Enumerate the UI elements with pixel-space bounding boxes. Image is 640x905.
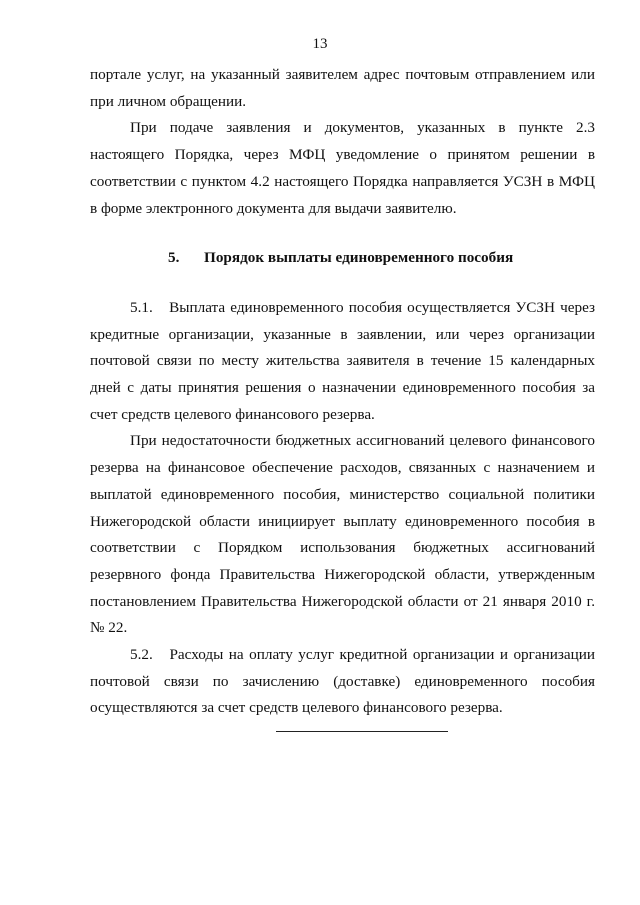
end-divider-line <box>276 731 448 732</box>
section-number: 5. <box>168 249 180 267</box>
document-body <box>90 62 595 722</box>
clause-5-1 <box>90 295 595 429</box>
paragraph-mfc-notification: При подаче заявления и документов, указанных в пункте 2.3 настоящего Порядка, через МФЦ уведомление о принятом решении в соответствии с пунктом 4.2 настоящего Порядка направляется УСЗН в МФЦ в форме электронного документа для выдачи заявителю. <box>90 119 595 217</box>
section-heading <box>90 245 595 272</box>
paragraph-continuation: порталe услуг, на указанный заявителем адрес почтовым отправлением или при личном обращении. <box>90 66 595 110</box>
clause-number: 5.1. <box>130 298 153 316</box>
clause-number: 5.2. <box>130 646 153 664</box>
section-title: Порядок выплаты единовременного пособия <box>204 249 514 267</box>
clause-5-2 <box>90 642 595 722</box>
clause-text: Расходы на оплату услуг кредитной организации и организации почтовой связи по зачислению (доставке) единовременного пособия осуществляются за счет средств целевого финансового резерва. <box>90 646 596 717</box>
page-number: 13 <box>312 36 328 52</box>
clause-text: Выплата единовременного пособия осуществляется УСЗН через кредитные организации, указанные в заявлении, или через организации почтовой связи по месту жительства заявителя в течение 15 календарных дней с даты принятия решения о назначении единовременного пособия за счет средств целевого финансового резерва. <box>90 298 595 423</box>
clause-5-1-paragraph-2: При недостаточности бюджетных ассигнований целевого финансового резерва на финансовое обеспечение расходов, связанных с назначением и выплатой единовременного пособия, министерство социальной политики Нижегородской области инициирует выплату единовременного пособия в соответствии с Порядком использования бюджетных ассигнований резервного фонда Правительства Нижегородской области, утвержденным постановлением Правительства Нижегородской области от 21 января 2010 г. № 22. <box>90 432 595 637</box>
